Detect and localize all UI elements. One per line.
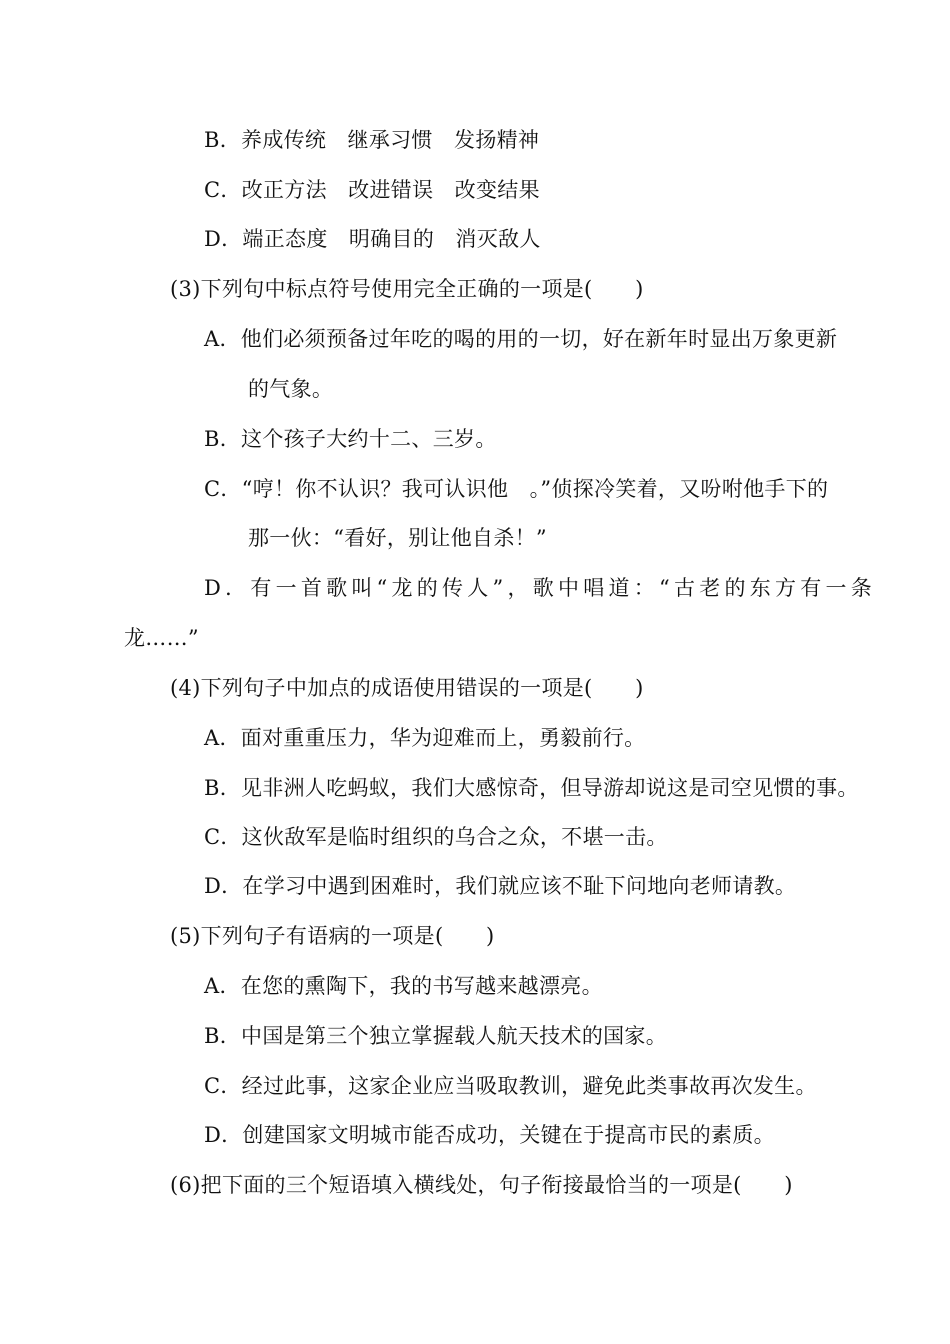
- q3-option-b: B．这个孩子大约十二、三岁。: [204, 427, 497, 451]
- q3-option-d-line2: 龙……”: [124, 626, 199, 650]
- q2-option-d: D．端正态度 明确目的 消灭敌人: [204, 227, 541, 251]
- q5-stem: (5)下列句子有语病的一项是( ): [170, 924, 495, 948]
- q2-option-c: C．改正方法 改进错误 改变结果: [204, 178, 540, 202]
- q3-option-c-line1: C．“哼！你不认识？我可认识他 。”侦探冷笑着，又吩咐他手下的: [204, 477, 829, 501]
- q5-option-a: A．在您的熏陶下，我的书写越来越漂亮。: [204, 974, 603, 998]
- q3-option-c-line2: 那一伙：“看好，别让他自杀！”: [248, 526, 547, 550]
- q3-stem: (3)下列句中标点符号使用完全正确的一项是( ): [170, 277, 644, 301]
- q3-option-d-line1: D．有一首歌叫“龙的传人”，歌中唱道：“古老的东方有一条: [204, 576, 872, 600]
- q5-option-c: C．经过此事，这家企业应当吸取教训，避免此类事故再次发生。: [204, 1074, 817, 1098]
- q3-option-a-line2: 的气象。: [248, 377, 334, 401]
- q4-option-c: C．这伙敌军是临时组织的乌合之众，不堪一击。: [204, 825, 668, 849]
- q6-stem: (6)把下面的三个短语填入横线处，句子衔接最恰当的一项是( ): [170, 1173, 793, 1197]
- q4-option-b: B．见非洲人吃蚂蚁，我们大感惊奇，但导游却说这是司空见惯的事。: [204, 776, 859, 800]
- q3-option-a-line1: A．他们必须预备过年吃的喝的用的一切，好在新年时显出万象更新: [204, 327, 838, 351]
- q2-option-b: B．养成传统 继承习惯 发扬精神: [204, 128, 540, 152]
- q4-stem: (4)下列句子中加点的成语使用错误的一项是( ): [170, 676, 644, 700]
- q4-option-a: A．面对重重压力，华为迎难而上，勇毅前行。: [204, 726, 646, 750]
- q4-option-d: D．在学习中遇到困难时，我们就应该不耻下问地向老师请教。: [204, 874, 797, 898]
- q5-option-d: D．创建国家文明城市能否成功，关键在于提高市民的素质。: [204, 1123, 775, 1147]
- q5-option-b: B．中国是第三个独立掌握载人航天技术的国家。: [204, 1024, 668, 1048]
